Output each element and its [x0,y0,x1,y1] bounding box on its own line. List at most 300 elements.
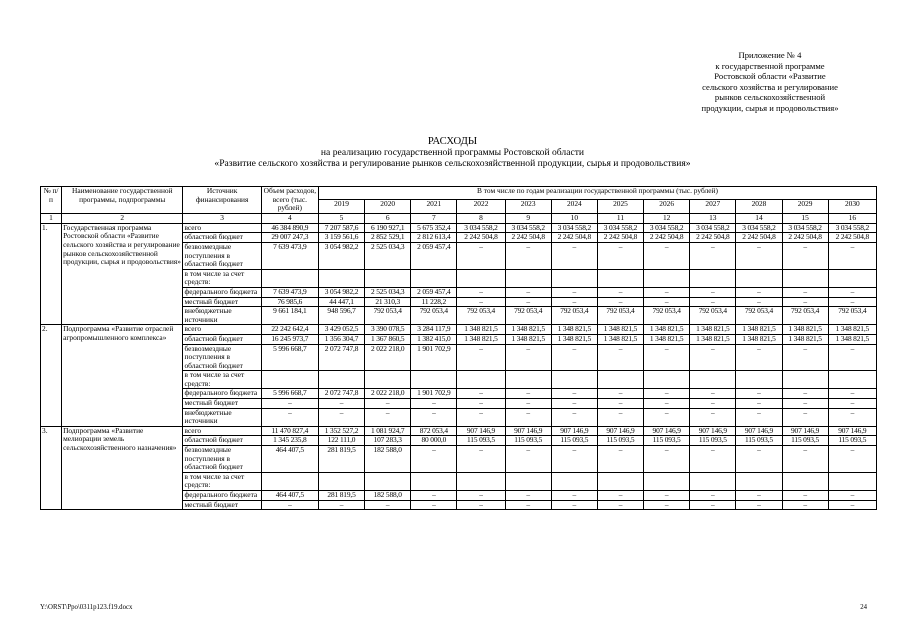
header-total: Объем расходов, всего (тыс. рублей) [261,187,318,214]
total-value [261,371,318,389]
funding-source: внебюджетные источники [183,307,261,325]
year-value: – [318,500,364,510]
header-row [41,187,877,200]
year-value: 792 053,4 [457,307,505,325]
year-value: – [457,287,505,297]
year-value: – [597,446,643,473]
total-value: 11 470 827,4 [261,426,318,436]
year-value: – [365,408,411,426]
funding-source: местный бюджет [183,297,261,307]
year-value [505,371,551,389]
year-value: 2 525 034,3 [365,242,411,269]
year-value: 115 093,5 [505,436,551,446]
year-value: – [457,399,505,409]
funding-source: местный бюджет [183,500,261,510]
year-value: – [644,500,690,510]
year-value: 3 054 982,2 [318,287,364,297]
column-index: 11 [597,213,643,223]
year-value: 2 059 457,4 [411,287,457,297]
year-value: – [551,242,597,269]
year-value: – [551,491,597,501]
column-index: 6 [365,213,411,223]
year-value: – [828,297,876,307]
year-value: 3 034 558,2 [551,223,597,233]
header-source: Источник финансирования [183,187,261,214]
year-value: – [597,399,643,409]
year-value [411,269,457,287]
year-value: – [690,242,736,269]
year-value: 1 348 821,5 [551,325,597,335]
total-value [261,472,318,490]
year-value: – [597,344,643,371]
year-value: 2 059 457,4 [411,242,457,269]
funding-source: федерального бюджета [183,389,261,399]
total-value: 29 007 247,3 [261,233,318,243]
footer-file-path: Y:\ORST\Ppo\0311p123.f19.docx [40,604,133,611]
appendix-line: к государственной программе [715,60,825,71]
year-value: 907 146,9 [736,426,782,436]
year-value: 907 146,9 [644,426,690,436]
year-value: 115 093,5 [690,436,736,446]
appendix-line: сельского хозяйства и регулирование [702,81,838,92]
year-value: – [828,344,876,371]
year-value: 3 034 558,2 [736,223,782,233]
year-value: 907 146,9 [457,426,505,436]
total-value: 1 345 235,8 [261,436,318,446]
funding-source: безвозмездные поступления в областной бюджет [183,344,261,371]
year-value: – [782,408,828,426]
year-value: 792 053,4 [644,307,690,325]
year-value: 2 072 747,8 [318,344,364,371]
year-value: 907 146,9 [828,426,876,436]
year-value: 281 819,5 [318,491,364,501]
funding-source: всего [183,223,261,233]
year-value: – [597,408,643,426]
funding-source: в том числе за счет средств: [183,472,261,490]
year-value: – [736,344,782,371]
year-value: – [782,446,828,473]
year-value: 2 242 504,8 [690,233,736,243]
funding-source: безвозмездные поступления в областной бюджет [183,242,261,269]
expenses-table [40,186,877,510]
year-value: 792 053,4 [690,307,736,325]
funding-source: всего [183,426,261,436]
year-value: – [365,399,411,409]
column-index: 5 [318,213,364,223]
year-value: – [690,408,736,426]
year-value: – [551,389,597,399]
year-value: 1 348 821,5 [505,334,551,344]
year-value: 792 053,4 [551,307,597,325]
total-value: 9 661 184,1 [261,307,318,325]
year-value [457,472,505,490]
year-value: – [318,408,364,426]
year-value: – [644,491,690,501]
year-value: – [736,242,782,269]
year-value: – [644,389,690,399]
year-value: – [736,389,782,399]
header-year: 2028 [736,200,782,213]
year-value [690,371,736,389]
year-value: 2 812 613,4 [411,233,457,243]
year-value: 3 034 558,2 [828,223,876,233]
year-value: – [644,399,690,409]
year-value: 115 093,5 [828,436,876,446]
column-index: 13 [690,213,736,223]
funding-source: местный бюджет [183,399,261,409]
appendix-line: Ростовской области «Развитие [714,71,826,82]
year-value: 1 367 860,5 [365,334,411,344]
year-value: – [457,242,505,269]
year-value: 872 053,4 [411,426,457,436]
year-value [736,472,782,490]
year-value: 907 146,9 [690,426,736,436]
year-value: – [828,287,876,297]
year-value: – [505,297,551,307]
year-value: – [551,297,597,307]
year-value: 3 159 561,6 [318,233,364,243]
year-value: – [690,446,736,473]
year-value [644,472,690,490]
year-value: 2 242 504,8 [505,233,551,243]
year-value: 115 093,5 [551,436,597,446]
header-year: 2024 [551,200,597,213]
section-name: Подпрограмма «Развитие отраслей агропромышленного комплекса» [62,325,183,427]
year-value: 115 093,5 [597,436,643,446]
total-value: – [261,408,318,426]
year-value: 1 348 821,5 [782,334,828,344]
year-value [644,269,690,287]
year-value: 1 348 821,5 [551,334,597,344]
year-value: 792 053,4 [828,307,876,325]
year-value: – [597,389,643,399]
year-value [318,472,364,490]
year-value: – [597,491,643,501]
document-heading [0,136,905,169]
year-value: – [690,344,736,371]
total-value: 7 639 473,9 [261,287,318,297]
year-value: – [828,500,876,510]
year-value [318,371,364,389]
year-value: 1 348 821,5 [828,334,876,344]
total-value: 5 996 668,7 [261,389,318,399]
year-value [690,269,736,287]
year-value: – [782,500,828,510]
year-value: 1 348 821,5 [736,334,782,344]
year-value: – [505,389,551,399]
year-value: 5 675 352,4 [411,223,457,233]
appendix-block [675,50,865,114]
year-value: 1 352 527,2 [318,426,364,436]
year-value [736,269,782,287]
total-value: 7 639 473,9 [261,242,318,269]
year-value [411,371,457,389]
header-year: 2019 [318,200,364,213]
year-value: 2 242 504,8 [736,233,782,243]
year-value: – [505,344,551,371]
table-row [41,426,877,436]
year-value [411,472,457,490]
year-value: – [736,446,782,473]
year-value [505,269,551,287]
year-value: 2 022 218,0 [365,389,411,399]
year-value [690,472,736,490]
year-value: – [551,399,597,409]
total-value: 464 407,5 [261,446,318,473]
header-num: № п/п [41,187,62,214]
year-value: – [457,389,505,399]
total-value: 464 407,5 [261,491,318,501]
header-name: Наименование государственной программы, подпрограммы [62,187,183,214]
year-value: – [828,491,876,501]
year-value: – [736,500,782,510]
year-value: 2 242 504,8 [644,233,690,243]
year-value [828,269,876,287]
year-value: 115 093,5 [782,436,828,446]
section-number: 1. [41,223,62,325]
year-value: – [828,389,876,399]
year-value: 11 228,2 [411,297,457,307]
year-value: 3 034 558,2 [782,223,828,233]
year-value: – [690,297,736,307]
year-value [736,371,782,389]
year-value: – [457,297,505,307]
year-value: – [318,399,364,409]
year-value: – [457,344,505,371]
year-value: 2 022 218,0 [365,344,411,371]
column-index: 14 [736,213,782,223]
header-year: 2026 [644,200,690,213]
total-value: 5 996 668,7 [261,344,318,371]
year-value: – [690,491,736,501]
year-value: – [597,242,643,269]
funding-source: всего [183,325,261,335]
year-value: 792 053,4 [782,307,828,325]
funding-source: областной бюджет [183,233,261,243]
year-value [782,472,828,490]
year-value: – [690,399,736,409]
year-value: 792 053,4 [411,307,457,325]
year-value: – [597,500,643,510]
year-value: – [690,389,736,399]
year-value: 3 034 558,2 [457,223,505,233]
heading-line-2: на реализацию государственной программы Ростовской области [320,147,585,158]
year-value: – [505,491,551,501]
section-name: Государственная программа Ростовской области «Развитие сельского хозяйства и регулирование рынков сельскохозяйственной продукции, сырья и продовольствия» [62,223,183,325]
funding-source: областной бюджет [183,334,261,344]
heading-title: РАСХОДЫ [427,136,478,147]
year-value: – [690,287,736,297]
year-value: – [782,242,828,269]
year-value: – [411,500,457,510]
appendix-line: продукции, сырья и продовольствия» [701,102,839,113]
year-value: – [505,408,551,426]
year-value: 1 356 304,7 [318,334,364,344]
year-value: – [828,408,876,426]
year-value: 2 242 504,8 [551,233,597,243]
column-index: 15 [782,213,828,223]
total-value: 16 245 973,7 [261,334,318,344]
year-value: – [736,297,782,307]
year-value: – [411,491,457,501]
year-value [551,472,597,490]
year-value: 2 072 747,8 [318,389,364,399]
year-value: 80 000,0 [411,436,457,446]
year-value: – [644,344,690,371]
year-value: – [736,287,782,297]
year-value: – [457,500,505,510]
year-value: – [736,491,782,501]
header-years-group: В том числе по годам реализации государственной программы (тыс. рублей) [318,187,876,200]
year-value: – [505,500,551,510]
funding-source: безвозмездные поступления в областной бюджет [183,446,261,473]
year-value [365,472,411,490]
header-year: 2023 [505,200,551,213]
year-value: 107 283,3 [365,436,411,446]
year-value: 115 093,5 [736,436,782,446]
header-year: 2027 [690,200,736,213]
year-value: – [828,399,876,409]
header-year: 2025 [597,200,643,213]
year-value: 3 034 558,2 [597,223,643,233]
page-number: 24 [860,604,867,611]
year-value: 3 054 982,2 [318,242,364,269]
header-year: 2022 [457,200,505,213]
header-year: 2030 [828,200,876,213]
year-value: 1 348 821,5 [457,334,505,344]
year-value: 792 053,4 [505,307,551,325]
year-value: 3 429 052,5 [318,325,364,335]
funding-source: федерального бюджета [183,287,261,297]
year-value: – [457,491,505,501]
year-value: – [365,500,411,510]
column-index: 8 [457,213,505,223]
year-value: – [551,287,597,297]
section-number: 3. [41,426,62,509]
year-value [782,269,828,287]
year-value: – [644,297,690,307]
funding-source: федерального бюджета [183,491,261,501]
year-value: – [505,242,551,269]
column-index: 1 [41,213,62,223]
year-value [597,472,643,490]
table-row [41,325,877,335]
year-value: 6 190 927,1 [365,223,411,233]
year-value: 2 525 034,3 [365,287,411,297]
year-value: 182 588,0 [365,491,411,501]
year-value: 1 348 821,5 [690,334,736,344]
year-value: – [551,446,597,473]
year-value [551,269,597,287]
year-value: – [736,408,782,426]
total-value: 46 384 890,9 [261,223,318,233]
year-value: – [597,297,643,307]
year-value: 948 596,7 [318,307,364,325]
year-value: 44 447,1 [318,297,364,307]
year-value: – [782,344,828,371]
year-value: 281 819,5 [318,446,364,473]
year-value: 3 034 558,2 [505,223,551,233]
year-value: 1 348 821,5 [597,334,643,344]
total-value: 76 985,6 [261,297,318,307]
funding-source: в том числе за счет средств: [183,269,261,287]
year-value [828,371,876,389]
year-value: 2 242 504,8 [457,233,505,243]
funding-source: внебюджетные источники [183,408,261,426]
year-value: 1 348 821,5 [782,325,828,335]
year-value: – [551,344,597,371]
year-value: – [411,408,457,426]
column-index: 2 [62,213,183,223]
header-year: 2021 [411,200,457,213]
year-value: 3 034 558,2 [690,223,736,233]
year-value [597,371,643,389]
year-value [551,371,597,389]
year-value [782,371,828,389]
year-value: 792 053,4 [597,307,643,325]
year-value [365,269,411,287]
total-value: – [261,399,318,409]
year-value: 3 284 117,9 [411,325,457,335]
appendix-line: рынков сельскохозяйственной [714,92,826,103]
year-value: – [644,242,690,269]
column-index: 4 [261,213,318,223]
funding-source: в том числе за счет средств: [183,371,261,389]
year-value: – [505,287,551,297]
year-value: 907 146,9 [551,426,597,436]
year-value: 21 310,3 [365,297,411,307]
year-value: – [644,446,690,473]
year-value: – [782,399,828,409]
year-value: 1 081 924,7 [365,426,411,436]
year-value: 1 348 821,5 [505,325,551,335]
table-body [41,223,877,509]
year-value: – [505,446,551,473]
year-value [457,371,505,389]
year-value: – [782,297,828,307]
year-value [597,269,643,287]
year-value: – [457,446,505,473]
year-value: 1 348 821,5 [644,334,690,344]
year-value: – [782,287,828,297]
year-value [644,371,690,389]
year-value: 1 348 821,5 [736,325,782,335]
year-value [318,269,364,287]
year-value: – [411,446,457,473]
column-index: 12 [644,213,690,223]
year-value: 2 852 529,1 [365,233,411,243]
year-value: 792 053,4 [736,307,782,325]
heading-line-3: «Развитие сельского хозяйства и регулирование рынков сельскохозяйственной продукции, сырья и продовольствия» [214,158,691,169]
total-value: 22 242 642,4 [261,325,318,335]
year-value: 122 111,0 [318,436,364,446]
year-value: 1 348 821,5 [457,325,505,335]
funding-source: областной бюджет [183,436,261,446]
year-value: – [551,408,597,426]
year-value: 3 390 078,5 [365,325,411,335]
column-index: 16 [828,213,876,223]
year-value: 2 242 504,8 [597,233,643,243]
year-value: – [644,408,690,426]
year-value: – [597,287,643,297]
section-name: Подпрограмма «Развитие мелиорации земель сельскохозяйственного назначения» [62,426,183,509]
year-value: 1 348 821,5 [644,325,690,335]
year-value: 907 146,9 [597,426,643,436]
year-value: – [551,500,597,510]
total-value: – [261,500,318,510]
year-value: 1 901 702,9 [411,389,457,399]
year-value: – [457,408,505,426]
